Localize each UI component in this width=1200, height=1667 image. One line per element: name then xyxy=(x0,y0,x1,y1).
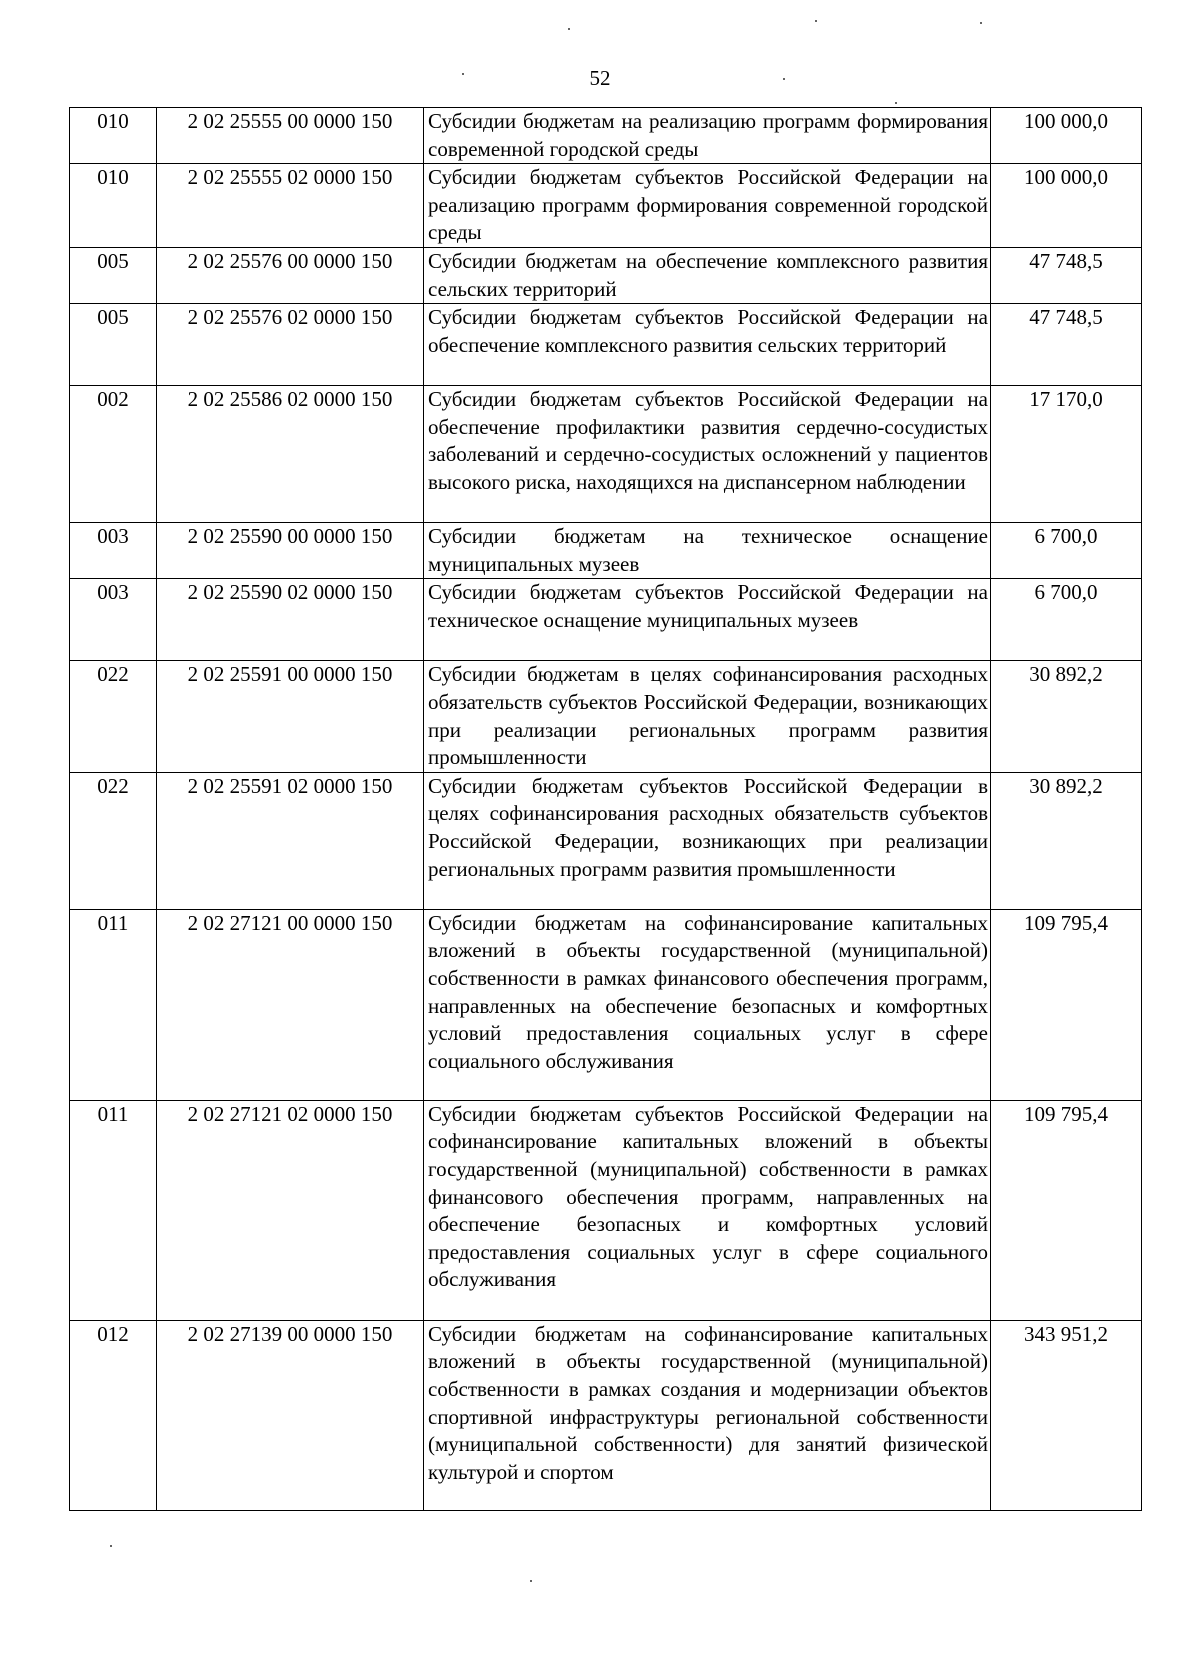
income-name-cell: Субсидии бюджетам субъектов Российской Федерации на обеспечение комплексного развития сельских территорий xyxy=(424,304,991,386)
budget-code-cell: 2 02 25586 02 0000 150 xyxy=(157,386,424,523)
admin-code-cell: 010 xyxy=(70,164,157,248)
scan-speck xyxy=(530,1580,532,1582)
table-row xyxy=(70,108,1142,164)
subsidies-table xyxy=(69,107,1142,1511)
table-row xyxy=(70,1100,1142,1320)
table-row xyxy=(70,909,1142,1100)
admin-code-cell: 003 xyxy=(70,579,157,661)
income-name-cell: Субсидии бюджетам на софинансирование капитальных вложений в объекты государственной (муниципальной) собственности в рамках создания и модернизации объектов спортивной инфраструктуры региональной собственности (муниципальной собственности) для занятий физической культурой и спортом xyxy=(424,1320,991,1510)
scan-speck xyxy=(980,22,982,24)
admin-code-cell: 011 xyxy=(70,909,157,1100)
amount-cell: 343 951,2 xyxy=(991,1320,1142,1510)
budget-code-cell: 2 02 27139 00 0000 150 xyxy=(157,1320,424,1510)
budget-code-cell: 2 02 25591 00 0000 150 xyxy=(157,661,424,772)
amount-cell: 30 892,2 xyxy=(991,772,1142,909)
admin-code-cell: 022 xyxy=(70,661,157,772)
amount-cell: 30 892,2 xyxy=(991,661,1142,772)
budget-code-cell: 2 02 25590 00 0000 150 xyxy=(157,523,424,579)
admin-code-cell: 005 xyxy=(70,247,157,303)
admin-code-cell: 010 xyxy=(70,108,157,164)
page-number: 52 xyxy=(589,66,611,90)
income-name-cell: Субсидии бюджетам субъектов Российской Федерации на техническое оснащение муниципальных музеев xyxy=(424,579,991,661)
amount-cell: 6 700,0 xyxy=(991,579,1142,661)
budget-code-cell: 2 02 25576 02 0000 150 xyxy=(157,304,424,386)
amount-cell: 109 795,4 xyxy=(991,909,1142,1100)
budget-code-cell: 2 02 27121 00 0000 150 xyxy=(157,909,424,1100)
amount-cell: 6 700,0 xyxy=(991,523,1142,579)
income-name-cell: Субсидии бюджетам на реализацию программ формирования современной городской среды xyxy=(424,108,991,164)
budget-code-cell: 2 02 25590 02 0000 150 xyxy=(157,579,424,661)
income-name-cell: Субсидии бюджетам субъектов Российской Федерации в целях софинансирования расходных обязательств субъектов Российской Федерации, возникающих при реализации региональных программ развития промышленности xyxy=(424,772,991,909)
income-name-cell: Субсидии бюджетам субъектов Российской Федерации на софинансирование капитальных вложений в объекты государственной (муниципальной) собственности в рамках финансового обеспечения программ, направленных на обеспечение безопасных и комфортных условий предоставления социальных услуг в сфере социального обслуживания xyxy=(424,1100,991,1320)
admin-code-cell: 012 xyxy=(70,1320,157,1510)
admin-code-cell: 003 xyxy=(70,523,157,579)
scan-speck xyxy=(895,102,897,104)
amount-cell: 47 748,5 xyxy=(991,247,1142,303)
budget-code-cell: 2 02 25555 00 0000 150 xyxy=(157,108,424,164)
amount-cell: 47 748,5 xyxy=(991,304,1142,386)
table-row xyxy=(70,579,1142,661)
amount-cell: 109 795,4 xyxy=(991,1100,1142,1320)
budget-code-cell: 2 02 27121 02 0000 150 xyxy=(157,1100,424,1320)
scan-speck xyxy=(462,73,464,75)
table-row xyxy=(70,304,1142,386)
table-row xyxy=(70,523,1142,579)
income-name-cell: Субсидии бюджетам на обеспечение комплексного развития сельских территорий xyxy=(424,247,991,303)
income-name-cell: Субсидии бюджетам в целях софинансирования расходных обязательств субъектов Российской Федерации, возникающих при реализации региональных программ развития промышленности xyxy=(424,661,991,772)
admin-code-cell: 002 xyxy=(70,386,157,523)
income-name-cell: Субсидии бюджетам на софинансирование капитальных вложений в объекты государственной (муниципальной) собственности в рамках финансового обеспечения программ, направленных на обеспечение безопасных и комфортных условий предоставления социальных услуг в сфере социального обслуживания xyxy=(424,909,991,1100)
scan-speck xyxy=(783,78,785,80)
scan-speck xyxy=(815,20,817,22)
budget-code-cell: 2 02 25591 02 0000 150 xyxy=(157,772,424,909)
amount-cell: 17 170,0 xyxy=(991,386,1142,523)
amount-cell: 100 000,0 xyxy=(991,108,1142,164)
scan-speck xyxy=(568,28,570,30)
admin-code-cell: 022 xyxy=(70,772,157,909)
budget-code-cell: 2 02 25576 00 0000 150 xyxy=(157,247,424,303)
income-name-cell: Субсидии бюджетам субъектов Российской Федерации на обеспечение профилактики развития сердечно-сосудистых заболеваний и сердечно-сосудистых осложнений у пациентов высокого риска, находящихся на диспансерном наблюдении xyxy=(424,386,991,523)
admin-code-cell: 011 xyxy=(70,1100,157,1320)
budget-code-cell: 2 02 25555 02 0000 150 xyxy=(157,164,424,248)
table-row xyxy=(70,1320,1142,1510)
admin-code-cell: 005 xyxy=(70,304,157,386)
table-row xyxy=(70,386,1142,523)
table-row xyxy=(70,661,1142,772)
table-row xyxy=(70,247,1142,303)
income-name-cell: Субсидии бюджетам субъектов Российской Федерации на реализацию программ формирования современной городской среды xyxy=(424,164,991,248)
scan-speck xyxy=(110,1545,112,1547)
table-row xyxy=(70,772,1142,909)
amount-cell: 100 000,0 xyxy=(991,164,1142,248)
table-row xyxy=(70,164,1142,248)
income-name-cell: Субсидии бюджетам на техническое оснащение муниципальных музеев xyxy=(424,523,991,579)
